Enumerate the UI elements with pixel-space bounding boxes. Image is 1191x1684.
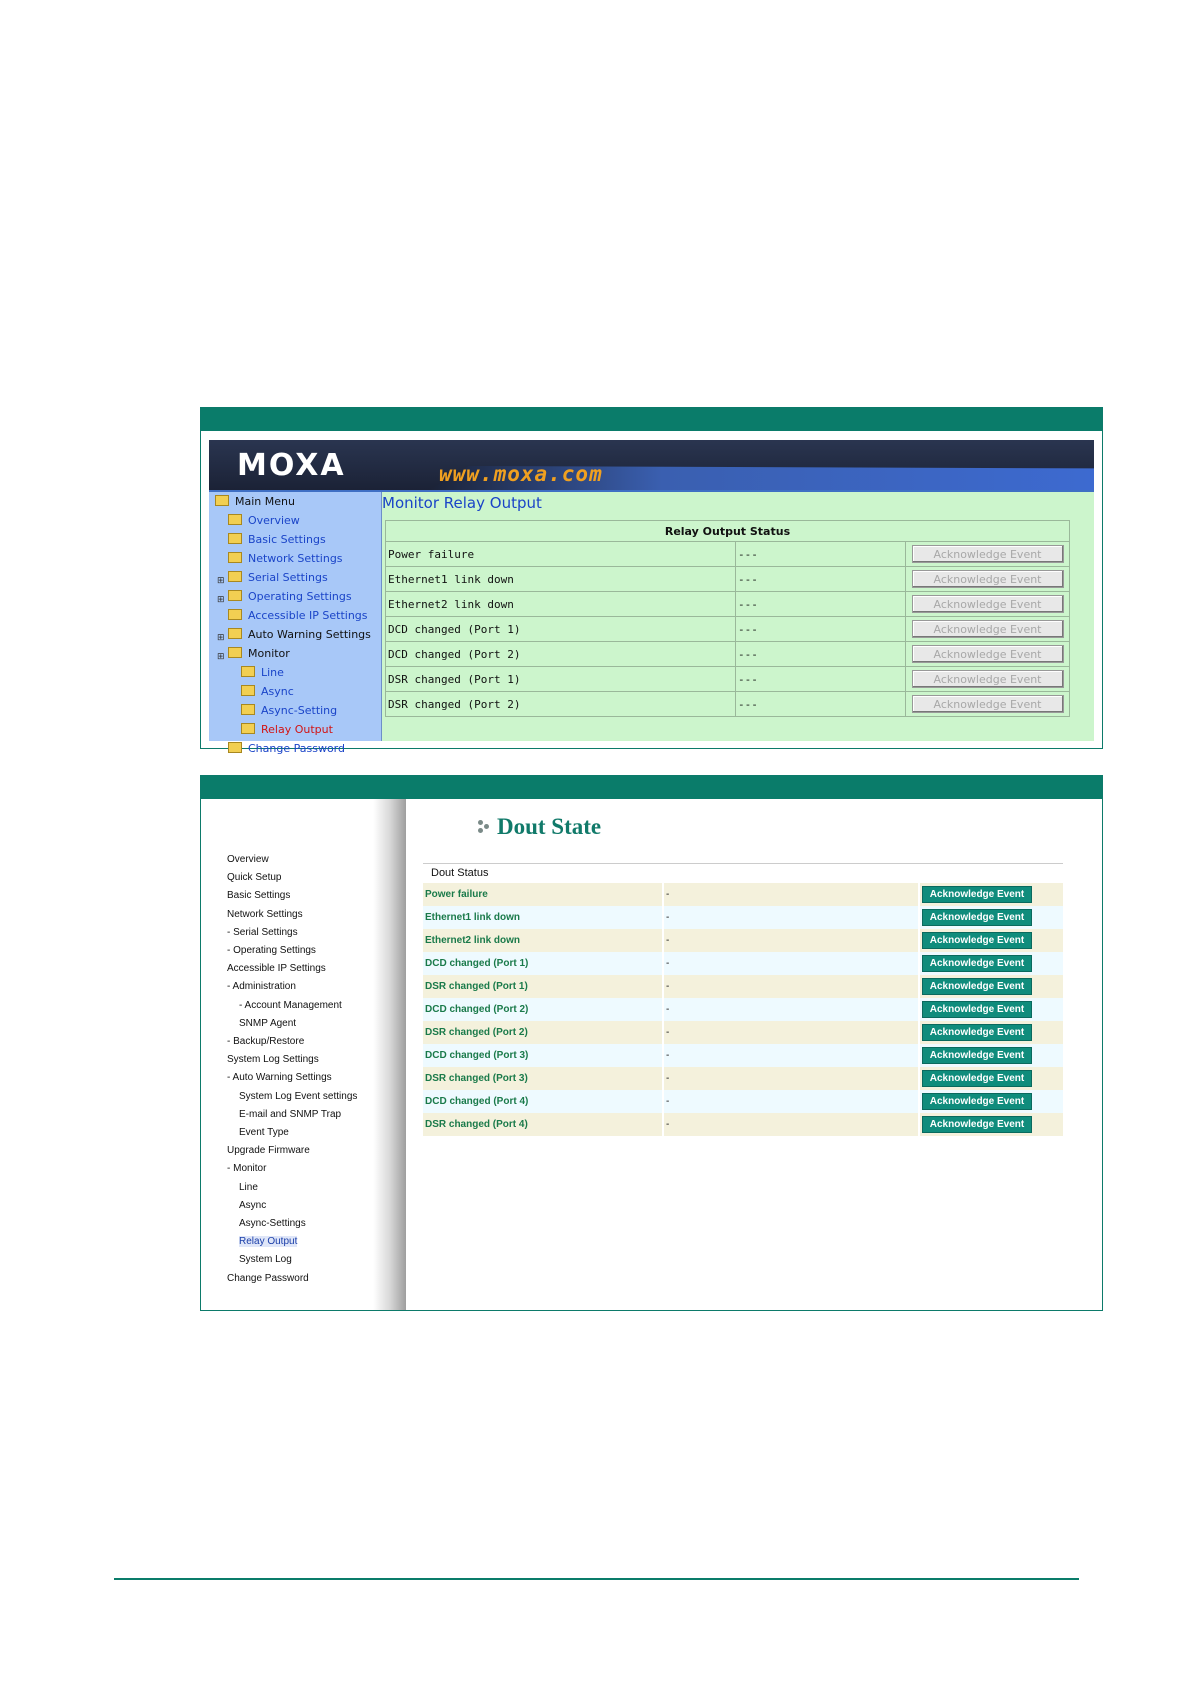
expand-icon[interactable]: ⊞	[217, 633, 225, 643]
table-row	[423, 906, 1063, 929]
footer-rule	[114, 1578, 1079, 1580]
old-sidebar-item[interactable]	[228, 530, 326, 549]
sidebar-item[interactable]: Change Password	[227, 1272, 309, 1284]
expand-icon[interactable]: ⊞	[217, 595, 225, 605]
table-header: Relay Output Status	[386, 521, 1070, 542]
sidebar-item[interactable]: Async	[239, 1199, 267, 1211]
event-name: Ethernet1 link down	[386, 567, 736, 592]
action-cell	[919, 1090, 1063, 1113]
event-status: ---	[736, 592, 906, 617]
sidebar-item-label: Basic Settings	[248, 533, 326, 546]
folder-icon	[241, 685, 255, 696]
sidebar-item[interactable]: SNMP Agent	[239, 1017, 297, 1029]
sidebar-item[interactable]: Overview	[227, 854, 269, 865]
old-sidebar-item[interactable]	[241, 701, 337, 720]
event-name: DCD changed (Port 4)	[423, 1090, 663, 1113]
acknowledge-event-button[interactable]: Acknowledge Event	[912, 695, 1064, 713]
table-row	[423, 1113, 1063, 1136]
sidebar-item[interactable]: - Auto Warning Settings	[227, 1072, 332, 1084]
table-row	[386, 642, 1070, 667]
folder-icon	[228, 533, 242, 544]
table-row	[423, 975, 1063, 998]
acknowledge-event-button[interactable]: Acknowledge Event	[922, 886, 1032, 903]
event-status: -	[663, 975, 919, 998]
event-name: DSR changed (Port 2)	[386, 692, 736, 717]
action-cell	[906, 617, 1070, 642]
sidebar-item-label: Operating Settings	[248, 590, 352, 603]
sidebar-item[interactable]: Basic Settings	[227, 890, 291, 902]
acknowledge-event-button[interactable]: Acknowledge Event	[922, 1093, 1032, 1110]
event-name: DSR changed (Port 1)	[423, 975, 663, 998]
event-status: -	[663, 1021, 919, 1044]
table-row	[423, 1090, 1063, 1113]
table-row	[386, 592, 1070, 617]
sidebar-item[interactable]: - Administration	[227, 981, 296, 993]
old-sidebar-item[interactable]	[215, 492, 295, 511]
acknowledge-event-button[interactable]: Acknowledge Event	[922, 1001, 1032, 1018]
sidebar-item[interactable]: Relay Output	[239, 1236, 298, 1248]
page-title: Monitor Relay Output	[382, 494, 542, 512]
acknowledge-event-button[interactable]: Acknowledge Event	[922, 955, 1032, 972]
event-name: DCD changed (Port 2)	[423, 998, 663, 1021]
folder-icon	[241, 723, 255, 734]
old-sidebar-item[interactable]	[228, 549, 343, 568]
sidebar-item[interactable]: - Backup/Restore	[227, 1036, 305, 1047]
event-name: Ethernet1 link down	[423, 906, 663, 929]
old-sidebar-menu	[209, 492, 382, 755]
sidebar-item-label: Relay Output	[261, 723, 333, 736]
action-cell	[919, 929, 1063, 952]
event-status: -	[663, 952, 919, 975]
table-row	[386, 542, 1070, 567]
folder-icon	[228, 609, 242, 620]
sidebar-item[interactable]: Quick Setup	[227, 872, 282, 884]
event-status: -	[663, 906, 919, 929]
table-row	[423, 883, 1063, 906]
sidebar-item-label: Monitor	[248, 647, 290, 660]
acknowledge-event-button[interactable]: Acknowledge Event	[922, 1116, 1032, 1133]
event-name: DSR changed (Port 2)	[423, 1021, 663, 1044]
acknowledge-event-button[interactable]: Acknowledge Event	[912, 595, 1064, 613]
expand-icon[interactable]: ⊞	[217, 652, 225, 662]
relay-output-table	[385, 520, 1070, 717]
action-cell	[906, 667, 1070, 692]
folder-icon	[215, 495, 229, 506]
sidebar-item-label: Accessible IP Settings	[248, 609, 368, 622]
sidebar-item[interactable]: System Log	[239, 1254, 292, 1266]
table-row	[386, 617, 1070, 642]
sidebar-item-label: Network Settings	[248, 552, 343, 565]
action-cell	[919, 1113, 1063, 1136]
folder-icon	[217, 571, 242, 586]
sidebar-item[interactable]: Accessible IP Settings	[227, 963, 326, 975]
event-name: Power failure	[423, 883, 663, 906]
event-name: DSR changed (Port 3)	[423, 1067, 663, 1090]
old-sidebar-item[interactable]	[241, 720, 333, 739]
folder-icon	[228, 742, 242, 753]
table-row	[423, 929, 1063, 952]
folder-icon	[217, 628, 242, 643]
action-cell	[906, 542, 1070, 567]
frame-header-bar	[201, 776, 1102, 799]
table-row	[423, 1021, 1063, 1044]
table-row	[386, 692, 1070, 717]
moxa-url[interactable]: www.moxa.com	[439, 462, 603, 486]
acknowledge-event-button[interactable]: Acknowledge Event	[922, 1024, 1032, 1041]
acknowledge-event-button[interactable]: Acknowledge Event	[922, 909, 1032, 926]
action-cell	[919, 1044, 1063, 1067]
table-header: Dout Status	[423, 863, 1063, 882]
event-status: -	[663, 883, 919, 906]
sidebar-item[interactable]: System Log Settings	[227, 1054, 319, 1066]
event-name: DCD changed (Port 1)	[386, 617, 736, 642]
event-name: Ethernet2 link down	[423, 929, 663, 952]
event-status: ---	[736, 667, 906, 692]
folder-icon	[228, 514, 242, 525]
action-cell	[919, 1021, 1063, 1044]
folder-icon	[241, 666, 255, 677]
sidebar-item-label: Async	[261, 685, 294, 698]
old-sidebar-item[interactable]	[217, 644, 290, 663]
table-row	[423, 1067, 1063, 1090]
event-status: -	[663, 1090, 919, 1113]
event-status: -	[663, 929, 919, 952]
sidebar-item[interactable]: Async-Settings	[239, 1218, 306, 1229]
sidebar-item[interactable]: System Log Event settings	[239, 1090, 358, 1102]
acknowledge-event-button[interactable]: Acknowledge Event	[912, 645, 1064, 663]
action-cell	[919, 998, 1063, 1021]
acknowledge-event-button[interactable]: Acknowledge Event	[912, 545, 1064, 563]
old-sidebar-item[interactable]	[241, 663, 284, 682]
old-sidebar-item[interactable]	[228, 739, 345, 758]
screenshot-new-ui	[200, 775, 1103, 1311]
sidebar-item-label: Line	[261, 666, 284, 679]
event-status: -	[663, 998, 919, 1021]
event-status: ---	[736, 617, 906, 642]
event-status: -	[663, 1067, 919, 1090]
sidebar-item-label: Auto Warning Settings	[248, 628, 371, 641]
action-cell	[919, 906, 1063, 929]
acknowledge-event-button[interactable]: Acknowledge Event	[922, 1047, 1032, 1064]
sidebar-item[interactable]: Network Settings	[227, 908, 303, 920]
acknowledge-event-button[interactable]: Acknowledge Event	[912, 620, 1064, 638]
table-row	[423, 1044, 1063, 1067]
acknowledge-event-button[interactable]: Acknowledge Event	[922, 978, 1032, 995]
event-name: Power failure	[386, 542, 736, 567]
table-row	[423, 998, 1063, 1021]
dout-status-table	[423, 883, 1063, 1136]
action-cell	[919, 1067, 1063, 1090]
old-console	[209, 433, 1094, 755]
event-name: DSR changed (Port 1)	[386, 667, 736, 692]
action-cell	[919, 883, 1063, 906]
acknowledge-event-button[interactable]: Acknowledge Event	[922, 1070, 1032, 1087]
sidebar-item[interactable]: - Monitor	[227, 1163, 267, 1175]
moxa-banner	[209, 440, 1094, 492]
sidebar-item[interactable]: - Operating Settings	[227, 945, 316, 956]
event-name: DCD changed (Port 3)	[423, 1044, 663, 1067]
sidebar-item[interactable]: Event Type	[239, 1127, 289, 1138]
sidebar-item[interactable]: Line	[239, 1181, 258, 1193]
acknowledge-event-button[interactable]: Acknowledge Event	[922, 932, 1032, 949]
sidebar-item-label: Overview	[248, 514, 300, 527]
action-cell	[919, 975, 1063, 998]
old-sidebar-item[interactable]	[217, 587, 352, 606]
action-cell	[906, 642, 1070, 667]
sidebar-item-label: Main Menu	[235, 495, 295, 508]
acknowledge-event-button[interactable]: Acknowledge Event	[912, 670, 1064, 688]
old-sidebar-item[interactable]	[217, 568, 328, 587]
action-cell	[919, 952, 1063, 975]
title-dots-icon	[478, 820, 494, 836]
moxa-logo: MOXA	[237, 448, 346, 483]
event-status: ---	[736, 567, 906, 592]
event-name: DSR changed (Port 4)	[423, 1113, 663, 1136]
table-row	[423, 952, 1063, 975]
event-status: ---	[736, 692, 906, 717]
sidebar-item-label: Async-Setting	[261, 704, 338, 717]
sidebar-item[interactable]: - Account Management	[239, 999, 342, 1011]
table-row	[386, 567, 1070, 592]
event-status: ---	[736, 542, 906, 567]
sidebar-item[interactable]: Upgrade Firmware	[227, 1145, 310, 1157]
acknowledge-event-button[interactable]: Acknowledge Event	[912, 570, 1064, 588]
event-name: DCD changed (Port 1)	[423, 952, 663, 975]
event-name: DCD changed (Port 2)	[386, 642, 736, 667]
frame-header-bar	[201, 408, 1102, 431]
event-status: -	[663, 1044, 919, 1067]
folder-icon	[217, 590, 242, 605]
event-status: -	[663, 1113, 919, 1136]
action-cell	[906, 592, 1070, 617]
event-name: Ethernet2 link down	[386, 592, 736, 617]
folder-icon	[241, 704, 255, 715]
page-title: Dout State	[497, 814, 602, 839]
folder-icon	[217, 647, 242, 662]
old-sidebar-item[interactable]	[228, 606, 368, 625]
action-cell	[906, 567, 1070, 592]
expand-icon[interactable]: ⊞	[217, 576, 225, 586]
old-sidebar-item[interactable]	[217, 625, 371, 644]
old-sidebar-item[interactable]	[228, 511, 300, 530]
screenshot-old-ui	[200, 407, 1103, 755]
new-sidebar-menu	[201, 799, 406, 1310]
old-main-panel	[382, 492, 1094, 741]
sidebar-item[interactable]: - Serial Settings	[227, 926, 298, 938]
sidebar-item[interactable]: E-mail and SNMP Trap	[239, 1108, 342, 1120]
old-sidebar-item[interactable]	[241, 682, 294, 701]
action-cell	[906, 692, 1070, 717]
event-status: ---	[736, 642, 906, 667]
table-row	[386, 667, 1070, 692]
sidebar-item-label: Change Password	[248, 742, 345, 755]
sidebar-item-label: Serial Settings	[248, 571, 328, 584]
folder-icon	[228, 552, 242, 563]
